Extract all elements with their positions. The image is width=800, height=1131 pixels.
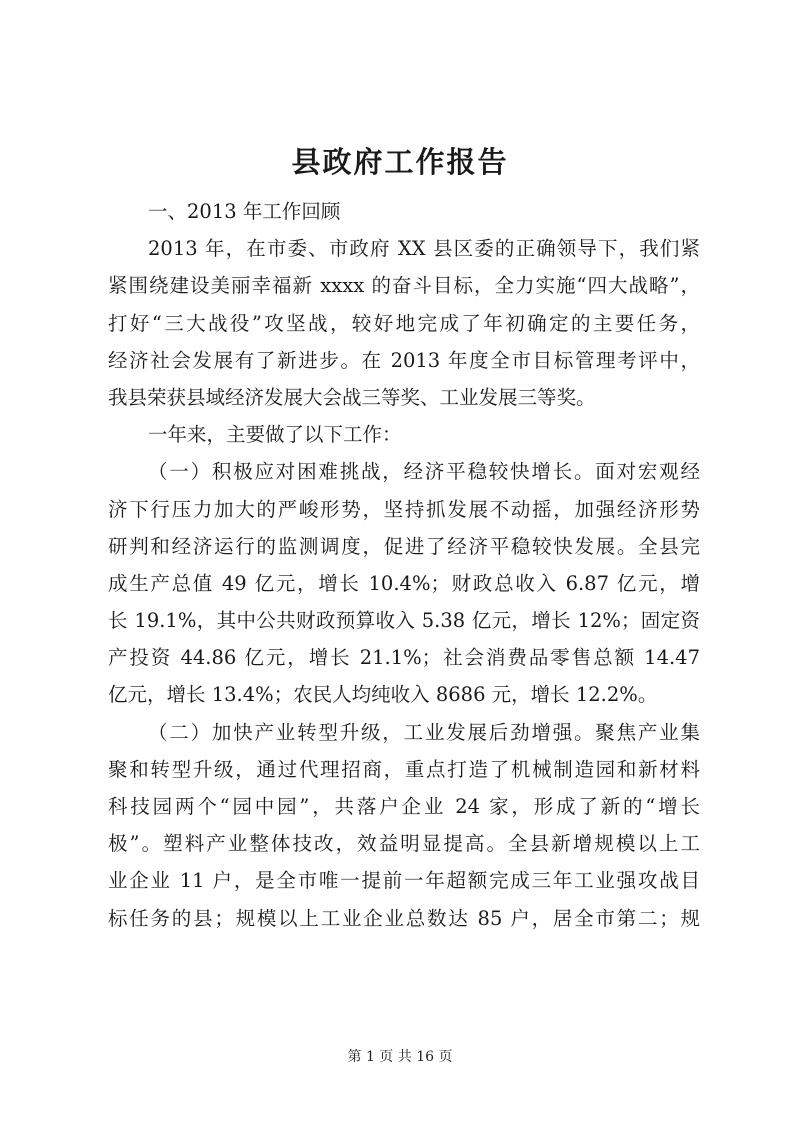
text-line: 成生产总值 49 亿元，增长 10.4%；财政总收入 6.87 亿元，增 [108, 571, 700, 595]
paragraph-industry [108, 714, 700, 937]
text-line: 产投资 44.86 亿元，增长 21.1%；社会消费品零售总额 14.47 [108, 646, 700, 670]
text-line: 业企业 11 户，是全市唯一提前一年超额完成三年工业强攻战目 [108, 869, 700, 893]
text-line: 亿元，增长 13.4%；农民人均纯收入 8686 元，增长 12.2%。 [108, 683, 658, 707]
text-line: 极”。塑料产业整体技改，效益明显提高。全县新增规模以上工 [108, 832, 700, 856]
page-footer: 第 1 页 共 16 页 [347, 1049, 453, 1065]
text-line: 科技园两个“园中园”，共落户企业 24 家，形成了新的“增长 [108, 795, 700, 818]
section-heading: 一、2013 年工作回顾 [148, 200, 341, 223]
text-line: 经济社会发展有了新进步。在 2013 年度全市目标管理考评中， [108, 348, 700, 372]
paragraph-intro [108, 416, 700, 453]
paragraph-review [108, 230, 700, 416]
document-body [108, 193, 700, 937]
text-line: 研判和经济运行的监测调度，促进了经济平稳较快发展。全县完 [108, 534, 700, 558]
text-line: 紧围绕建设美丽幸福新 xxxx 的奋斗目标，全力实施“四大战略”， [108, 274, 700, 298]
text-line: 一年来，主要做了以下工作： [148, 423, 402, 447]
text-line: 济下行压力加大的严峻形势，坚持抓发展不动摇，加强经济形势 [108, 497, 700, 521]
text-line: 我县荣获县域经济发展大会战三等奖、工业发展三等奖。 [108, 385, 596, 409]
document-title: 县政府工作报告 [291, 145, 509, 179]
text-line: 2013 年，在市委、市政府 XX 县区委的正确领导下，我们紧 [148, 237, 700, 261]
text-line: 聚和转型升级，通过代理招商，重点打造了机械制造园和新材料 [108, 757, 700, 781]
text-line: （一）积极应对困难挑战，经济平稳较快增长。面对宏观经 [148, 460, 700, 484]
text-line: （二）加快产业转型升级，工业发展后劲增强。聚焦产业集 [148, 720, 700, 744]
paragraph-economy [108, 453, 700, 713]
text-line: 标任务的县；规模以上工业企业总数达 85 户，居全市第二；规 [108, 906, 700, 930]
text-line: 长 19.1%，其中公共财政预算收入 5.38 亿元，增长 12%；固定资 [108, 609, 700, 633]
text-line: 打好“三大战役”攻坚战，较好地完成了年初确定的主要任务， [108, 311, 700, 335]
